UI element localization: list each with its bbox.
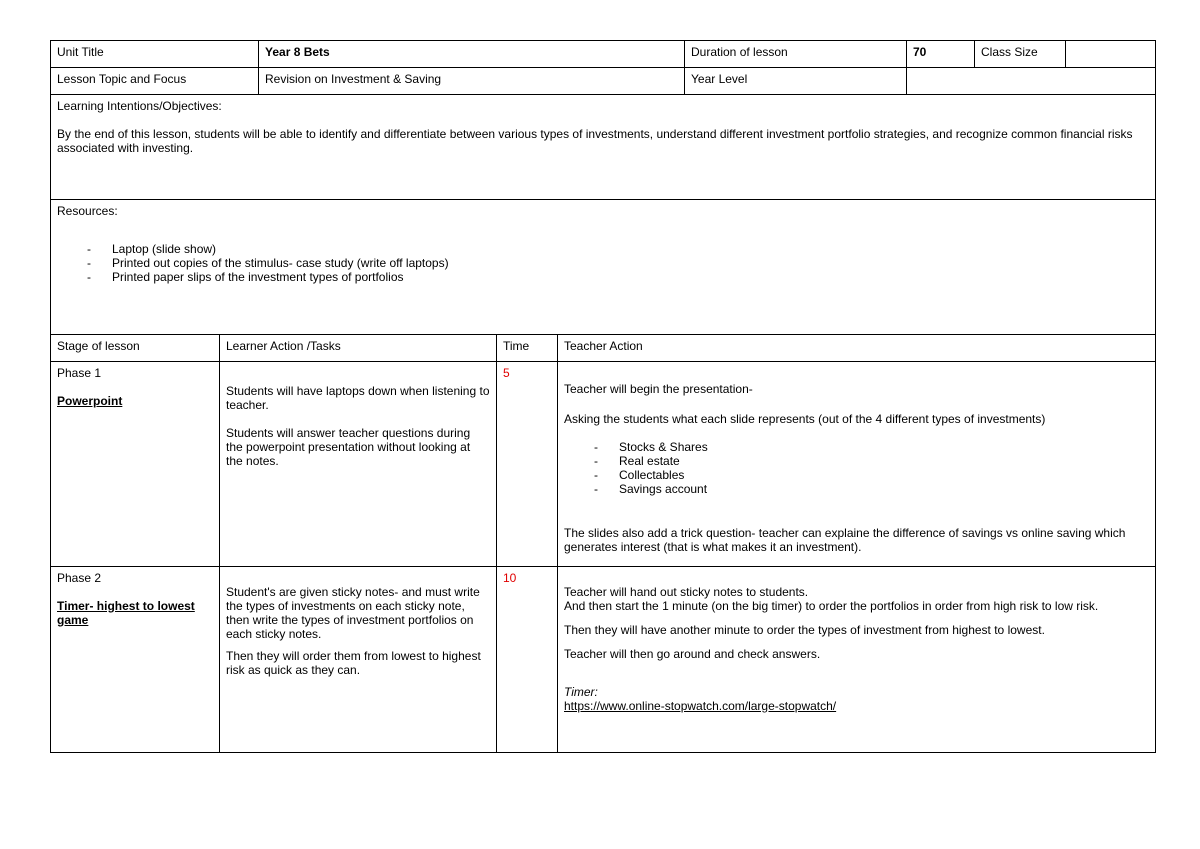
list-item: - Collectables bbox=[594, 468, 1149, 482]
phase-1-teacher bbox=[558, 361, 1156, 566]
topic-value: Revision on Investment & Saving bbox=[259, 68, 685, 95]
phase-1-time: 5 bbox=[497, 361, 558, 566]
stage-header: Stage of lesson bbox=[51, 335, 220, 361]
duration-label: Duration of lesson bbox=[685, 41, 907, 68]
year-level-value bbox=[907, 68, 1156, 95]
objectives-cell bbox=[51, 95, 1156, 200]
phase-2-stage bbox=[51, 566, 220, 752]
phase-label: Phase 1 bbox=[57, 365, 102, 380]
lesson-plan-document bbox=[50, 40, 1155, 753]
phase-2-time: 10 bbox=[497, 566, 558, 752]
learner-task: Then they will order them from lowest to highest risk as quick as they can. bbox=[226, 648, 481, 677]
list-item: - Stocks & Shares bbox=[594, 440, 1149, 454]
timer-link[interactable]: https://www.online-stopwatch.com/large-stopwatch/ bbox=[564, 698, 837, 713]
teacher-action: Teacher will begin the presentation- bbox=[564, 381, 753, 396]
teacher-action: Teacher will hand out sticky notes to students. bbox=[564, 584, 809, 599]
table-row bbox=[51, 566, 1156, 752]
duration-value: 70 bbox=[907, 41, 975, 68]
teacher-action: Then they will have another minute to order the types of investment from highest to lowest. bbox=[564, 622, 1045, 637]
teacher-action: Teacher will then go around and check answers. bbox=[564, 646, 821, 661]
list-item: - Savings account bbox=[594, 482, 1149, 496]
phase-2-teacher bbox=[558, 566, 1156, 752]
phase-1-stage bbox=[51, 361, 220, 566]
learner-header: Learner Action /Tasks bbox=[220, 335, 497, 361]
investment-types-list bbox=[564, 440, 1149, 496]
unit-title-value: Year 8 Bets bbox=[259, 41, 685, 68]
resource-item: - Printed out copies of the stimulus- case study (write off laptops) bbox=[87, 256, 1149, 270]
time-header: Time bbox=[497, 335, 558, 361]
timer-label: Timer: bbox=[564, 684, 598, 699]
table-row bbox=[51, 361, 1156, 566]
class-size-label: Class Size bbox=[975, 41, 1066, 68]
resources-cell bbox=[51, 200, 1156, 335]
phase-title: Timer- highest to lowest game bbox=[57, 598, 195, 627]
phase-2-learner bbox=[220, 566, 497, 752]
objectives-label: Learning Intentions/Objectives: bbox=[57, 99, 222, 113]
teacher-action: Asking the students what each slide represents (out of the 4 different types of investments) bbox=[564, 411, 1046, 426]
lesson-header-table bbox=[50, 40, 1156, 335]
learner-task: Student's are given sticky notes- and must write the types of investments on each sticky note, then write the types of investment portfolios on each sticky notes. bbox=[226, 584, 480, 641]
resource-item: - Laptop (slide show) bbox=[87, 242, 1149, 256]
resource-item: - Printed paper slips of the investment types of portfolios bbox=[87, 270, 1149, 284]
unit-title-label: Unit Title bbox=[51, 41, 259, 68]
phase-label: Phase 2 bbox=[57, 570, 102, 585]
teacher-action: The slides also add a trick question- teacher can explaine the difference of savings vs online saving which generates interest (that is what makes it an investment). bbox=[564, 525, 1126, 554]
learner-task: Students will have laptops down when listening to teacher. bbox=[226, 383, 490, 412]
phase-1-learner bbox=[220, 361, 497, 566]
objectives-text: By the end of this lesson, students will be able to identify and differentiate between various types of investments, understand different investment portfolio strategies, and recognize common financial risks associated with investing. bbox=[57, 127, 1133, 155]
lesson-plan-table bbox=[50, 335, 1156, 753]
teacher-action: And then start the 1 minute (on the big timer) to order the portfolios in order from high risk to low risk. bbox=[564, 598, 1099, 613]
class-size-value bbox=[1066, 41, 1156, 68]
phase-title: Powerpoint bbox=[57, 393, 123, 408]
resources-label: Resources: bbox=[57, 204, 118, 218]
year-level-label: Year Level bbox=[685, 68, 907, 95]
resources-list bbox=[57, 242, 1149, 284]
list-item: - Real estate bbox=[594, 454, 1149, 468]
topic-label: Lesson Topic and Focus bbox=[51, 68, 259, 95]
learner-task: Students will answer teacher questions during the powerpoint presentation without looking at the notes. bbox=[226, 425, 471, 468]
teacher-header: Teacher Action bbox=[558, 335, 1156, 361]
